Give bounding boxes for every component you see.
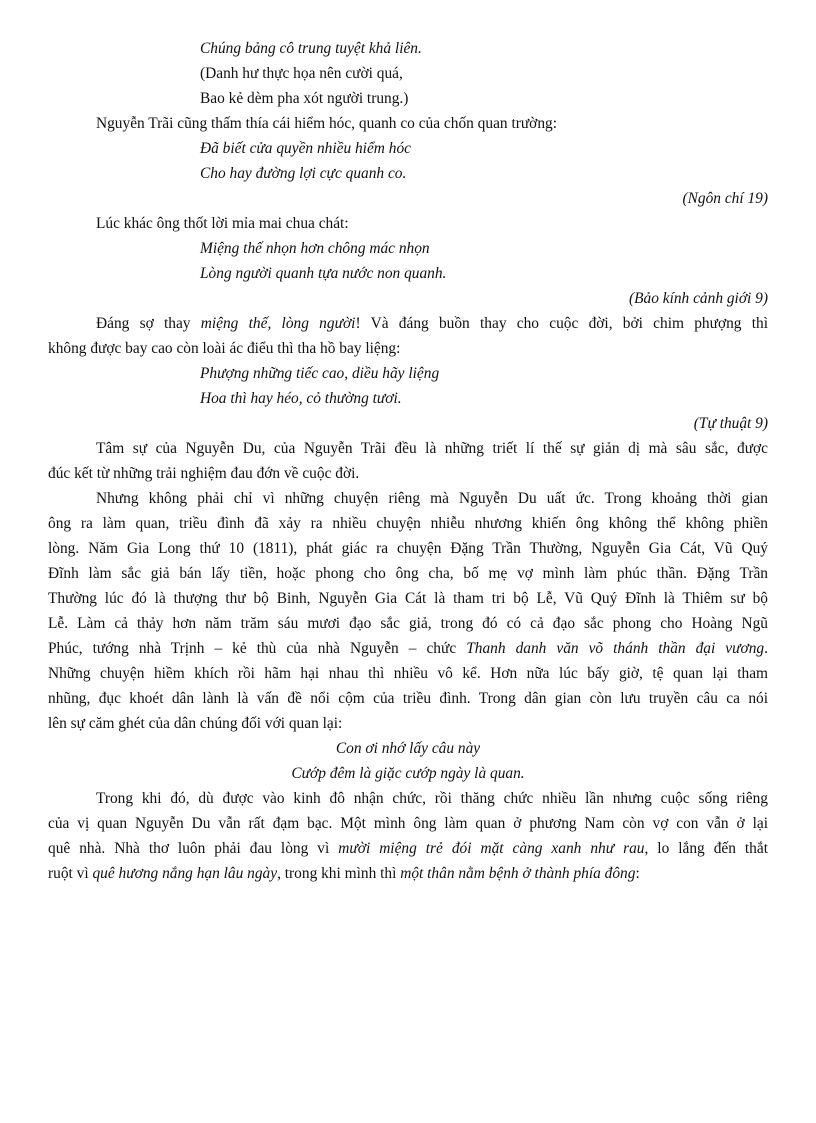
source-citation: (Ngôn chí 19): [682, 190, 768, 207]
proverb-line: Cướp đêm là giặc cướp ngày là quan.: [291, 765, 525, 782]
poem-line: Đã biết cửa quyền nhiều hiểm hóc: [200, 140, 411, 157]
poem-line: Lòng người quanh tựa nước non quanh.: [200, 265, 447, 282]
paragraph-line: Nhưng không phải chỉ vì những chuyện riêng mà Nguyễn Du uất ức. Trong khoảng thời gian: [96, 490, 768, 507]
paragraph-line: Phúc, tướng nhà Trịnh – kẻ thù của nhà Nguyễn – chức Thanh danh văn võ thánh thần đại vương.: [48, 640, 768, 657]
paragraph-line: lên sự căm ghét của dân chúng đối với quan lại:: [48, 715, 343, 732]
proverb-line: Con ơi nhớ lấy câu này: [335, 740, 481, 757]
paragraph-line: Lễ. Làm cả thảy hơn năm trăm sáu mươi đạo sắc giả, trong đó có cả đạo sắc phong cho Hoàng Ngũ: [48, 615, 768, 632]
paragraph-line: không được bay cao còn loài ác điểu thì tha hồ bay liệng:: [48, 340, 401, 357]
paragraph-line: nhũng, đục khoét dân lành là vấn đề nổi cộm của triều đình. Trong dân gian còn lưu truyền câu ca nói: [48, 690, 768, 707]
poem-line: Bao kẻ dèm pha xót người trung.): [200, 90, 409, 107]
source-citation: (Tự thuật 9): [693, 415, 768, 432]
paragraph-line: ông ra làm quan, triều đình đã xảy ra nhiều chuyện nhiễu nhương khiến ông không thể không phiền: [48, 515, 768, 532]
poem-line: Hoa thì hay héo, cỏ thường tươi.: [200, 390, 402, 407]
paragraph-line: lòng. Năm Gia Long thứ 10 (1811), phát giác ra chuyện Đặng Trần Thường, Nguyễn Gia Cát, Vũ Quý: [48, 540, 768, 557]
poem-line: (Danh hư thực họa nên cười quá,: [200, 65, 403, 82]
paragraph-line: Thường lúc đó là thượng thư bộ Binh, Nguyễn Gia Cát là tham tri bộ Lễ, Vũ Quý Đĩnh là Thiêm sư bộ: [48, 590, 768, 607]
poem-line: Chúng bảng cô trung tuyệt khả liên.: [200, 40, 422, 57]
paragraph-line: ruột vì quê hương nắng hạn lâu ngày, trong khi mình thì một thân nằm bệnh ở thành phía đông:: [48, 865, 640, 882]
paragraph-line: Nguyễn Trãi cũng thấm thía cái hiểm hóc, quanh co của chốn quan trường:: [96, 115, 557, 132]
paragraph-line: Lúc khác ông thốt lời mỉa mai chua chát:: [96, 215, 349, 232]
paragraph-line: Đáng sợ thay miệng thế, lòng người! Và đáng buồn thay cho cuộc đời, bởi chim phượng thì: [96, 315, 768, 332]
source-citation: (Bảo kính cảnh giới 9): [628, 290, 768, 307]
paragraph-line: Những chuyện hiềm khích rồi hãm hại nhau thì nhiều vô kể. Hơn nữa lúc bấy giờ, tệ quan lại tham: [48, 665, 768, 682]
paragraph-line: Đĩnh làm sắc giả bán lấy tiền, hoặc phong cho ông cha, bố mẹ vợ mình làm phúc thần. Đặng Trần: [48, 565, 768, 582]
poem-line: Phượng những tiếc cao, diều hãy liệng: [200, 365, 440, 382]
poem-line: Miệng thế nhọn hơn chông mác nhọn: [200, 240, 430, 257]
paragraph-line: Tâm sự của Nguyễn Du, của Nguyễn Trãi đều là những triết lí thế sự giản dị mà sâu sắc, được: [96, 440, 768, 457]
paragraph-line: của vị quan Nguyễn Du vẫn rất đạm bạc. Một mình ông làm quan ở phương Nam còn vợ con vẫn ở lại: [48, 815, 768, 832]
paragraph-line: quê nhà. Nhà thơ luôn phải đau lòng vì mười miệng trẻ đói mặt càng xanh như rau, lo lắng đến thắt: [48, 840, 768, 857]
poem-line: Cho hay đường lợi cực quanh co.: [200, 165, 407, 182]
paragraph-line: đúc kết từ những trải nghiệm đau đớn về cuộc đời.: [48, 465, 360, 482]
paragraph-line: Trong khi đó, dù được vào kinh đô nhận chức, rồi thăng chức nhiều lần nhưng cuộc sống riêng: [96, 790, 768, 807]
